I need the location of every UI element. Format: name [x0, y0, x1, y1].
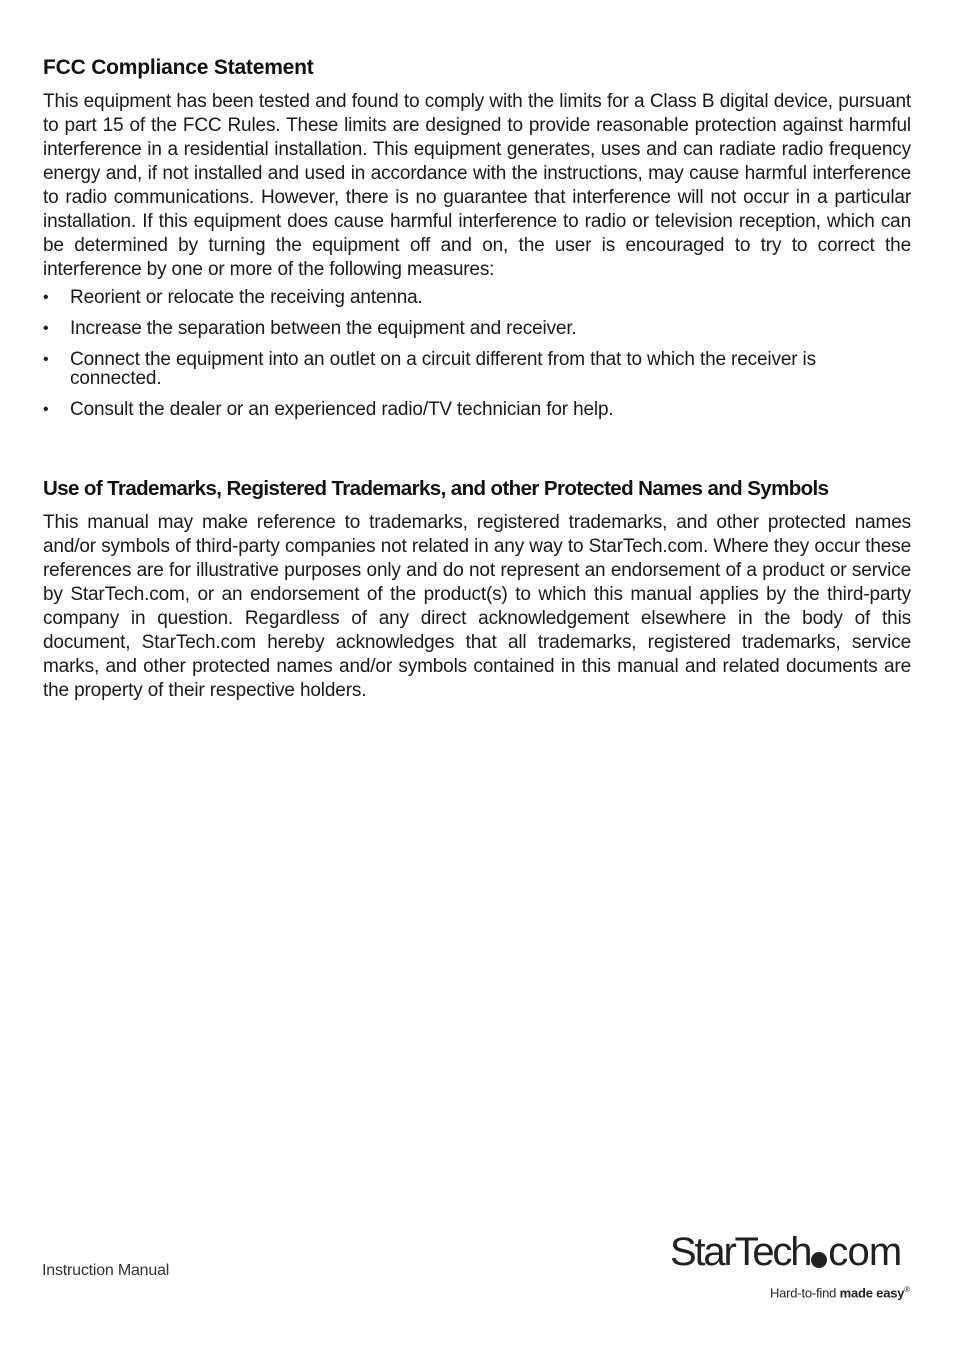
- bullet-icon: •: [43, 351, 49, 368]
- logo-dot-icon: [811, 1252, 827, 1268]
- logo-wordmark: StarTech com: [670, 1230, 902, 1274]
- document-page: [43, 54, 911, 703]
- logo-tagline: Hard-to-find made easy®: [769, 1285, 910, 1301]
- trademarks-heading: Use of Trademarks, Registered Trademarks, and other Protected Names and Symbols: [43, 477, 829, 500]
- bullet-icon: •: [43, 401, 49, 418]
- footer-label: Instruction Manual: [42, 1262, 170, 1279]
- fcc-heading: FCC Compliance Statement: [43, 56, 314, 79]
- bullet-icon: •: [43, 289, 49, 306]
- list-item: • Reorient or relocate the receiving antenna.: [43, 287, 423, 308]
- bullet-icon: •: [43, 320, 49, 337]
- list-item: • Increase the separation between the equipment and receiver.: [43, 318, 577, 339]
- list-item: • Connect the equipment into an outlet on a circuit different from that to which the receiver is connected.: [43, 349, 816, 389]
- list-item: • Consult the dealer or an experienced radio/TV technician for help.: [43, 399, 614, 420]
- fcc-paragraph: This equipment has been tested and found to comply with the limits for a Class B digital device, pursuant to part 15 of the FCC Rules. These limits are designed to provide reasonable protection against harmful interference in a residential installation. This equipment generates, uses and can radiate radio frequency energy and, if not installed and used in accordance with the instructions, may cause harmful interference to radio communications. However, there is no guarantee that interference will not occur in a particular installation. If this equipment does cause harmful interference to radio or television reception, which can be determined by turning the equipment off and on, the user is encouraged to try to correct the interference by one or more of the following measures:: [43, 91, 911, 280]
- trademarks-paragraph: This manual may make reference to trademarks, registered trademarks, and other protected names and/or symbols of third-party companies not related in any way to StarTech.com. Where they occur these references are for illustrative purposes only and do not represent an endorsement of a product or service by StarTech.com, or an endorsement of the product(s) to which this manual applies by the third-party company in question. Regardless of any direct acknowledgement elsewhere in the body of this document, StarTech.com hereby acknowledges that all trademarks, registered trademarks, service marks, and other protected names and/or symbols contained in this manual and related documents are the property of their respective holders.: [43, 512, 911, 701]
- startech-logo: [668, 1230, 912, 1304]
- fcc-measures-list: [43, 288, 911, 419]
